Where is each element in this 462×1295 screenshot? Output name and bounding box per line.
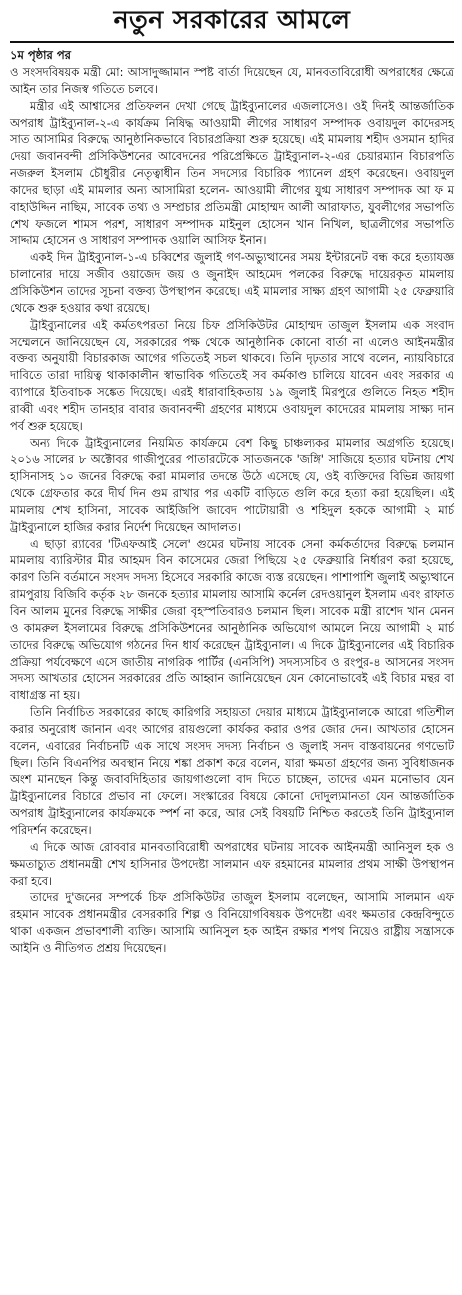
article-paragraph: মন্ত্রীর এই আশ্বাসের প্রতিফলন দেখা গেছে ট্রাইব্যুনালের এজলাসেও। ওই দিনই আন্তর্জাতিক অপরাধ ট্রাইব্যুনাল-২-এ কার্যক্রম নিষিদ্ধ আওয়ামী লীগের সাধারণ সম্পাদক ওবায়দুল কাদেরসহ সাত আসামির বিরুদ্ধে আনুষ্ঠানিকভাবে বিচারপ্রক্রিয়া শুরু হয়েছে। এই মামলায় শহীদ ওসমান হাদির দেয়া জবানবন্দী প্রসিকিউশনের আবেদনের পরিপ্রেক্ষিতে ট্রাইব্যুনাল-২-এর চেয়ারম্যান বিচারপতি নজরুল ইসলাম চৌধুরীর নেতৃত্বাধীন তিন সদস্যের বিচারিক প্যানেল গ্রহণ করেছেন। ওবায়দুল কাদের ছাড়া এই মামলার অন্য আসামিরা হলেন- আওয়ামী লীগের যুগ্ম সাধারণ সম্পাদক আ ফ ম বাহাউদ্দিন নাছিম, সাবেক তথ্য ও সম্প্রচার প্রতিমন্ত্রী মোহাম্মদ আলী আরাফাত, যুবলীগের সভাপতি শেখ ফজলে শামস পরশ, সাধারণ সম্পাদক মাইনুল হোসেন খান নিখিল, ছাত্রলীগের সভাপতি সাদ্দাম হোসেন ও সাধারণ সম্পাদক ওয়ালি আসিফ ইনান। [10,98,454,248]
article-paragraph: অন্য দিকে ট্রাইব্যুনালের নিয়মিত কার্যক্রমে বেশ কিছু চাঞ্চল্যকর মামলার অগ্রগতি হয়েছে। ২০১৬ সালের ৮ অক্টোবর গাজীপুরের পাতারটেকে সাতজনকে 'জঙ্গি' সাজিয়ে হত্যার ঘটনায় শেখ হাসিনাসহ ১০ জনের বিরুদ্ধে করা মামলার তদন্তে উঠে এসেছে যে, ওই ব্যক্তিদের বিভিন্ন জায়গা থেকে গ্রেফতার করে দীর্ঘ দিন গুম রাখার পর একটি বাড়িতে গুলি করে হত্যা করা হয়েছিল। এই মামলায় শেখ হাসিনা, সাবেক আইজিপি জাবেদ পাটোয়ারী ও শহিদুল হককে আগামী ২ মার্চ ট্রাইব্যুনালে হাজির করার নির্দেশ দিয়েছেন আদালত। [10,435,454,534]
article-body [10,64,454,957]
article-headline: নতুন সরকারের আমলে [113,5,351,34]
article-paragraph: একই দিন ট্রাইব্যুনাল-১-এ চব্বিশের জুলাই গণ-অভ্যুত্থানের সময় ইন্টারনেট বন্ধ করে হত্যাযজ্ঞ চালানোর দায়ে সজীব ওয়াজেদ জয় ও জুনাইদ আহমেদ পলকের বিরুদ্ধে দায়েরকৃত মামলায় প্রসিকিউশন তাদের সূচনা বক্তব্য উপস্থাপন করেছে। এই মামলার সাক্ষ্য গ্রহণ আগামী ২৫ ফেব্রুয়ারি থেকে শুরু হওয়ার কথা রয়েছে। [10,250,454,315]
article-paragraph: এ দিকে আজ রোববার মানবতাবিরোধী অপরাধের ঘটনায় সাবেক আইনমন্ত্রী আনিসুল হক ও ক্ষমতাচ্যুত প্রধানমন্ত্রী শেখ হাসিনার উপদেষ্টা সালমান এফ রহমানের মামলার প্রথম সাক্ষী উপস্থাপন করা হবে। [10,839,454,888]
article-paragraph: এ ছাড়া র‍্যাবের 'টিএফআই সেলে' গুমের ঘটনায় সাবেক সেনা কর্মকর্তাদের বিরুদ্ধে চলমান মামলায় ব্যারিস্টার মীর আহমদ বিন কাসেমের জেরা পিছিয়ে ২৫ ফেব্রুয়ারি নির্ধারণ করা হয়েছে, কারণ তিনি বর্তমানে সংসদ সদস্য হিসেবে সরকারি কাজে ব্যস্ত রয়েছেন। পাশাপাশি জুলাই অভ্যুত্থানে রামপুরায় বিজিবি কর্তৃক ২৮ জনকে হত্যার মামলায় আসামি কর্নেল রেদওয়ানুল ইসলাম এবং রাফাত বিন আলম মুনের বিরুদ্ধে সাক্ষীর জেরা বৃহস্পতিবারও চলমান ছিল। সাবেক মন্ত্রী রাশেদ খান মেনন ও কামরুল ইসলামের বিরুদ্ধে প্রসিকিউশনের আনুষ্ঠানিক অভিযোগ আমলে নিয়ে আগামী ২ মার্চ তাদের বিরুদ্ধে অভিযোগ গঠনের দিন ধার্য করেছেন ট্রাইব্যুনাল। এ দিকে ট্রাইব্যুনালের এই বিচারিক প্রক্রিয়া পর্যবেক্ষণে এসে জাতীয় নাগরিক পার্টির (এনসিপি) সদস্যসচিব ও রংপুর-৪ আসনের সংসদ সদস্য আখতার হোসেন সরকারের প্রতি আহ্বান জানিয়েছেন যেন কোনোভাবেই এই বিচার মন্থর বা বাধাগ্রস্ত না হয়। [10,536,454,703]
article-paragraph: তিনি নির্বাচিত সরকারের কাছে কারিগরি সহায়তা দেয়ার মাধ্যমে ট্রাইব্যুনালকে আরো গতিশীল করার অনুরোধ জানান এবং আগের রায়গুলো কার্যকর করার ওপর জোর দেন। আখতার হোসেন বলেন, এবারের নির্বাচনটি এক সাথে সংসদ সদস্য নির্বাচন ও জুলাই সনদ বাস্তবায়নের গণভোট ছিল। তিনি বিএনপির অবস্থান নিয়ে শঙ্কা প্রকাশ করে বলেন, যারা ক্ষমতা গ্রহণের জন্য সুবিধাজনক অংশ মানছেন কিন্তু জবাবদিহিতার জায়গাগুলো বাদ দিতে চাচ্ছেন, তাদের এমন মনোভাব যেন ট্রাইব্যুনালের বিচারে প্রভাব না ফেলে। সংস্কারের বিষয়ে কোনো দোদুল্যমানতা যেন আন্তর্জাতিক অপরাধ ট্রাইব্যুনালের কার্যক্রমকে স্পর্শ না করে, আর সেই বিষয়টি নিশ্চিত করতেই তিনি ট্রাইব্যুনাল পরিদর্শন করেছেন। [10,705,454,837]
article-paragraph: তাদের দু'জনের সম্পর্কে চিফ প্রসিকিউটর তাজুল ইসলাম বলেছেন, আসামি সালমান এফ রহমান সাবেক প্রধানমন্ত্রীর বেসরকারি শিল্প ও বিনিয়োগবিষয়ক উপদেষ্টা এবং ক্ষমতার কেন্দ্রবিন্দুতে থাকা একজন প্রভাবশালী ব্যক্তি। আসামি আনিসুল হক আইন রক্ষার শপথ নিয়েও রাষ্ট্রীয় সন্ত্রাসকে আইনি ও নীতিগত প্রশ্রয় দিয়েছেন। [10,890,454,955]
continued-from-label: ১ম পৃষ্ঠার পর [10,48,71,62]
headline-divider [10,41,454,43]
article-paragraph: ট্রাইব্যুনালের এই কর্মতৎপরতা নিয়ে চিফ প্রসিকিউটর মোহাম্মদ তাজুল ইসলাম এক সংবাদ সম্মেলনে জানিয়েছেন যে, সরকারের পক্ষ থেকে আনুষ্ঠানিক কোনো বার্তা না এলেও আইনমন্ত্রীর বক্তব্য অনুযায়ী বিচারকাজ আগের গতিতেই সচল থাকবে। তিনি দৃঢ়তার সাথে বলেন, ন্যায়বিচারে দাবিতে তারা দায়িত্ব থাকাকালীন স্বাভাবিক গতিতেই সব কর্মকাণ্ড চালিয়ে যাবেন এবং সরকার এ ব্যাপারে ইতিবাচক সঙ্কেত দিয়েছে। এরই ধারাবাহিকতায় ১৯ জুলাই মিরপুরে গুলিতে নিহত শহীদ রাব্বী এবং শহীদ তানহার বাবার জবানবন্দী গ্রহণের মাধ্যমে ওবায়দুল কাদেরের মামলায় সাক্ষ্য দান পর্ব শুরু হয়েছে। [10,317,454,433]
article-paragraph: ও সংসদবিষয়ক মন্ত্রী মো: আসাদুজ্জামান স্পষ্ট বার্তা দিয়েছেন যে, মানবতাবিরোধী অপরাধের ক্ষেত্রে আইন তার নিজস্ব গতিতে চলবে। [10,65,454,96]
